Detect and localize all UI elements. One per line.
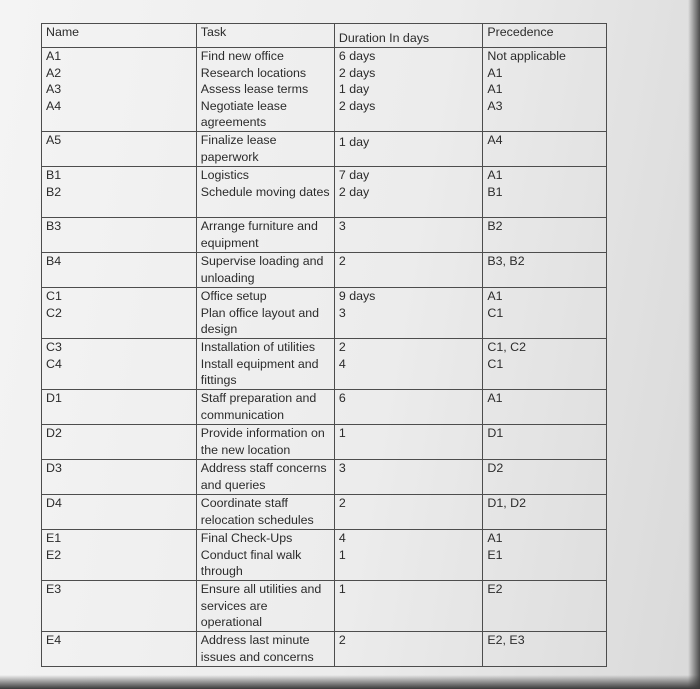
row-precedence: D1, D2 bbox=[483, 495, 607, 530]
row-precedence: A4 bbox=[483, 132, 607, 167]
row-duration: 4 1 bbox=[334, 530, 483, 581]
table-row bbox=[42, 253, 607, 288]
row-precedence: E2 bbox=[483, 581, 607, 632]
row-task: Staff preparation and communication bbox=[196, 390, 334, 425]
photo-edge-bottom bbox=[0, 675, 700, 689]
row-name: A1 A2 A3 A4 bbox=[42, 48, 197, 132]
row-name: D4 bbox=[42, 495, 197, 530]
photo-edge-right bbox=[688, 0, 700, 689]
header-task: Task bbox=[196, 24, 334, 48]
row-duration: 6 bbox=[334, 390, 483, 425]
table-row bbox=[42, 632, 607, 667]
row-name: E4 bbox=[42, 632, 197, 667]
row-task: Finalize lease paperwork bbox=[196, 132, 334, 167]
header-precedence: Precedence bbox=[483, 24, 607, 48]
row-precedence: D2 bbox=[483, 460, 607, 495]
row-precedence: B2 bbox=[483, 218, 607, 253]
row-name: D3 bbox=[42, 460, 197, 495]
row-task: Logistics Schedule moving dates bbox=[196, 167, 334, 218]
table-row bbox=[42, 460, 607, 495]
header-name: Name bbox=[42, 24, 197, 48]
row-name: D2 bbox=[42, 425, 197, 460]
row-task: Supervise loading and unloading bbox=[196, 253, 334, 288]
row-duration: 9 days 3 bbox=[334, 288, 483, 339]
row-precedence: B3, B2 bbox=[483, 253, 607, 288]
row-duration: 1 day bbox=[334, 132, 483, 167]
row-task: Ensure all utilities and services are operational bbox=[196, 581, 334, 632]
table-row bbox=[42, 132, 607, 167]
row-precedence: C1, C2 C1 bbox=[483, 339, 607, 390]
row-duration: 3 bbox=[334, 218, 483, 253]
table-header-row bbox=[42, 24, 607, 48]
row-task: Coordinate staff relocation schedules bbox=[196, 495, 334, 530]
row-precedence: A1 bbox=[483, 390, 607, 425]
table-row bbox=[42, 167, 607, 218]
row-duration: 2 bbox=[334, 632, 483, 667]
row-task: Arrange furniture and equipment bbox=[196, 218, 334, 253]
table-row bbox=[42, 48, 607, 132]
row-duration: 6 days 2 days 1 day 2 days bbox=[334, 48, 483, 132]
row-name: E1 E2 bbox=[42, 530, 197, 581]
row-task: Installation of utilities Install equipment and fittings bbox=[196, 339, 334, 390]
row-name: D1 bbox=[42, 390, 197, 425]
row-task: Provide information on the new location bbox=[196, 425, 334, 460]
row-duration: 2 bbox=[334, 495, 483, 530]
row-duration: 3 bbox=[334, 460, 483, 495]
row-name: E3 bbox=[42, 581, 197, 632]
table-row bbox=[42, 581, 607, 632]
row-precedence: Not applicable A1 A1 A3 bbox=[483, 48, 607, 132]
row-duration: 1 bbox=[334, 425, 483, 460]
table-row bbox=[42, 495, 607, 530]
row-precedence: A1 B1 bbox=[483, 167, 607, 218]
row-task: Address staff concerns and queries bbox=[196, 460, 334, 495]
row-precedence: D1 bbox=[483, 425, 607, 460]
table-row bbox=[42, 530, 607, 581]
row-task: Find new office Research locations Assess lease terms Negotiate lease agreements bbox=[196, 48, 334, 132]
row-name: B1 B2 bbox=[42, 167, 197, 218]
row-name: C3 C4 bbox=[42, 339, 197, 390]
row-duration: 2 4 bbox=[334, 339, 483, 390]
row-task: Office setup Plan office layout and design bbox=[196, 288, 334, 339]
row-duration: 7 day 2 day bbox=[334, 167, 483, 218]
row-precedence: A1 C1 bbox=[483, 288, 607, 339]
row-precedence: E2, E3 bbox=[483, 632, 607, 667]
row-name: B3 bbox=[42, 218, 197, 253]
row-task: Final Check-Ups Conduct final walk through bbox=[196, 530, 334, 581]
row-duration: 1 bbox=[334, 581, 483, 632]
table-row bbox=[42, 218, 607, 253]
row-precedence: A1 E1 bbox=[483, 530, 607, 581]
row-name: B4 bbox=[42, 253, 197, 288]
row-task: Address last minute issues and concerns bbox=[196, 632, 334, 667]
row-duration: 2 bbox=[334, 253, 483, 288]
row-name: C1 C2 bbox=[42, 288, 197, 339]
row-name: A5 bbox=[42, 132, 197, 167]
table-row bbox=[42, 288, 607, 339]
table-row bbox=[42, 339, 607, 390]
table-row bbox=[42, 425, 607, 460]
table-row bbox=[42, 390, 607, 425]
header-duration: Duration In days bbox=[334, 24, 483, 48]
task-table bbox=[41, 23, 607, 667]
